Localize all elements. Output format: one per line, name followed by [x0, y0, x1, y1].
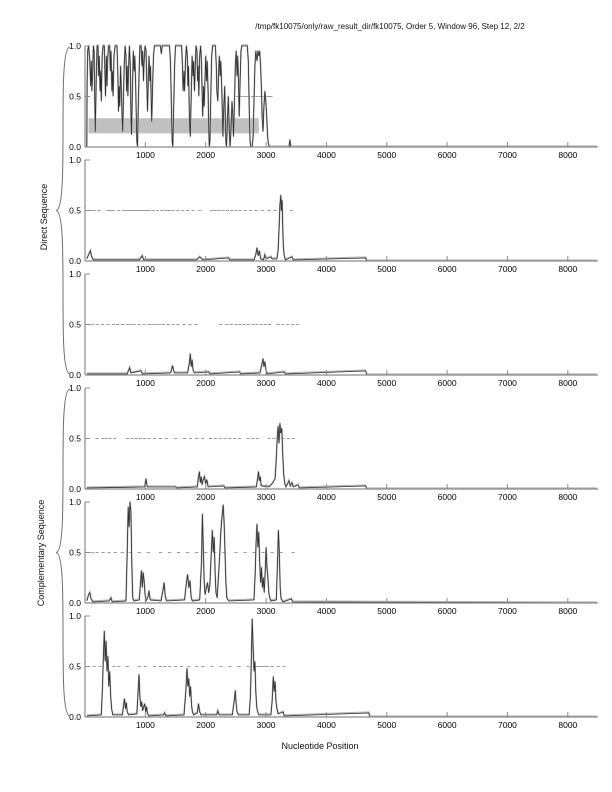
y-tick-label: 0.5 [69, 661, 81, 672]
probability-curve-shadow [87, 195, 597, 261]
x-tick-label: 7000 [498, 492, 517, 502]
y-tick-label: 1.0 [69, 383, 81, 393]
y-tick-label: 0.5 [69, 547, 81, 558]
plot-title: /tmp/fk10075/only/raw_result_dir/fk10075, Order 5, Window 96, Step 12, 2/2 [255, 22, 525, 31]
x-tick-label: 2000 [196, 492, 216, 502]
x-tick-label: 4000 [316, 606, 336, 616]
y-tick-label: 0.5 [69, 319, 81, 330]
x-tick-label: 7000 [498, 720, 517, 730]
x-tick-label: 8000 [558, 150, 578, 160]
y-tick-label: 0.0 [69, 712, 81, 722]
probability-curve-shadow [87, 618, 597, 716]
x-tick-label: 8000 [558, 492, 578, 502]
panel-complementary-frame-2 [69, 497, 598, 616]
x-tick-label: 3000 [256, 264, 276, 274]
x-tick-label: 1000 [135, 720, 155, 730]
x-tick-label: 6000 [437, 606, 457, 616]
x-tick-label: 8000 [558, 606, 578, 616]
x-tick-label: 1000 [135, 264, 155, 274]
x-tick-label: 5000 [377, 720, 397, 730]
y-tick-label: 1.0 [69, 155, 81, 165]
probability-curve [87, 502, 597, 603]
probability-curve [87, 195, 597, 261]
x-axis-title: Nucleotide Position [281, 741, 359, 751]
x-tick-label: 6000 [437, 150, 457, 160]
x-tick-label: 2000 [196, 720, 216, 730]
y-tick-label: 0.0 [69, 598, 81, 608]
y-tick-label: 1.0 [69, 41, 81, 51]
y-tick-label: 0.0 [69, 484, 81, 494]
y-tick-label: 1.0 [69, 611, 81, 621]
x-tick-label: 7000 [498, 378, 517, 388]
x-tick-label: 6000 [437, 378, 457, 388]
panel-direct-frame-3 [69, 269, 598, 388]
y-tick-label: 0.0 [69, 256, 81, 266]
y-tick-label: 0.5 [69, 91, 81, 102]
x-tick-label: 8000 [558, 264, 578, 274]
x-tick-label: 6000 [437, 264, 457, 274]
x-tick-label: 3000 [256, 720, 276, 730]
panel-complementary-frame-1 [69, 383, 598, 502]
group-brace [56, 389, 70, 716]
panel-direct-frame-1 [69, 41, 598, 160]
direct-sequence-label: Direct Sequence [39, 183, 49, 251]
probability-curve [87, 619, 597, 717]
x-tick-label: 5000 [377, 264, 397, 274]
x-tick-label: 2000 [196, 378, 216, 388]
panel-direct-frame-2 [69, 155, 598, 274]
y-tick-label: 0.5 [69, 433, 81, 444]
x-tick-label: 5000 [377, 150, 397, 160]
probability-curve-shadow [87, 423, 597, 489]
x-tick-label: 5000 [377, 378, 397, 388]
x-tick-label: 8000 [558, 720, 578, 730]
x-tick-label: 6000 [437, 720, 457, 730]
x-tick-label: 1000 [135, 150, 155, 160]
x-tick-label: 7000 [498, 150, 517, 160]
complementary-sequence-label: Complementary Sequence [36, 499, 46, 607]
x-tick-label: 1000 [135, 606, 155, 616]
x-tick-label: 4000 [316, 264, 336, 274]
x-tick-label: 4000 [316, 150, 336, 160]
probability-curve-shadow [87, 353, 597, 374]
y-tick-label: 0.5 [69, 205, 81, 216]
x-tick-label: 2000 [196, 606, 216, 616]
group-brace [56, 47, 70, 374]
y-tick-label: 1.0 [69, 497, 81, 507]
x-tick-label: 4000 [316, 720, 336, 730]
y-tick-label: 0.0 [69, 142, 81, 152]
x-tick-label: 2000 [196, 264, 216, 274]
x-tick-label: 4000 [316, 378, 336, 388]
x-tick-label: 3000 [256, 492, 276, 502]
x-tick-label: 2000 [196, 150, 216, 160]
panel-complementary-frame-3 [69, 611, 598, 730]
x-tick-label: 7000 [498, 606, 517, 616]
y-tick-label: 1.0 [69, 269, 81, 279]
probability-curve [87, 423, 597, 489]
x-tick-label: 1000 [135, 492, 155, 502]
x-tick-label: 4000 [316, 492, 336, 502]
x-tick-label: 7000 [498, 264, 517, 274]
y-tick-label: 0.0 [69, 370, 81, 380]
x-tick-label: 3000 [256, 378, 276, 388]
x-tick-label: 6000 [437, 492, 457, 502]
x-tick-label: 8000 [558, 378, 578, 388]
x-tick-label: 3000 [256, 606, 276, 616]
x-tick-label: 5000 [377, 606, 397, 616]
x-tick-label: 1000 [135, 378, 155, 388]
x-tick-label: 3000 [256, 150, 276, 160]
x-tick-label: 5000 [377, 492, 397, 502]
